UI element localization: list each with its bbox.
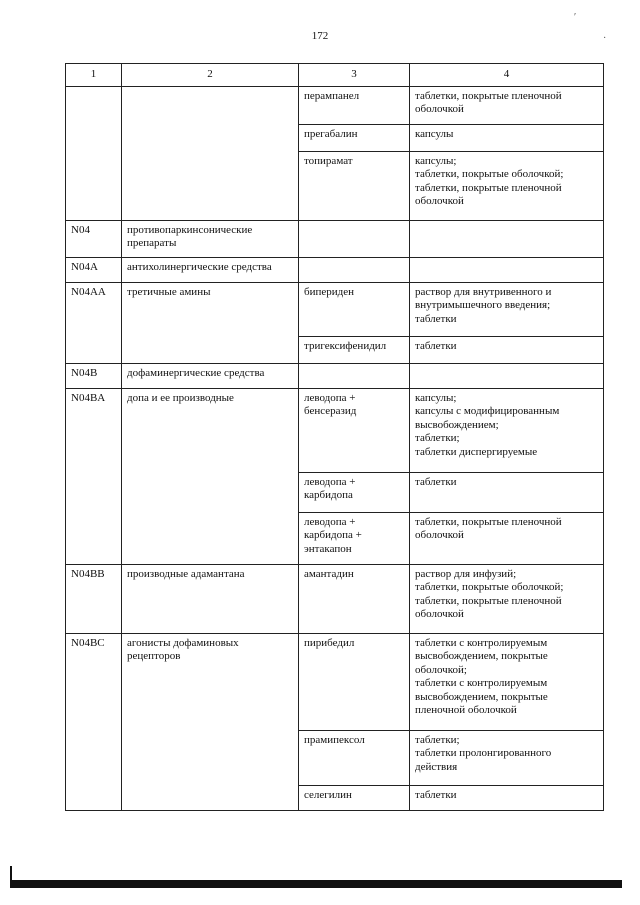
dosage-form-cell: капсулы; таблетки, покрытые оболочкой; таблетки, покрытые пленочной оболочкой [410, 151, 604, 220]
dosage-form-cell: таблетки, покрытые пленочной оболочкой [410, 86, 604, 124]
drug-name-cell: топирамат [299, 151, 410, 220]
drug-name-cell: леводопа + бенсеразид [299, 388, 410, 472]
atc-code-cell: N04BC [66, 633, 122, 810]
drug-name-cell [299, 220, 410, 257]
dosage-form-cell: таблетки [410, 336, 604, 363]
drug-name-cell: пирибедил [299, 633, 410, 730]
table-row [66, 282, 604, 336]
group-name-cell: противопаркинсонические препараты [122, 220, 299, 257]
drug-name-cell: амантадин [299, 564, 410, 633]
column-header: 4 [410, 64, 604, 87]
column-header: 2 [122, 64, 299, 87]
atc-code-cell: N04AA [66, 282, 122, 363]
dosage-form-cell: капсулы; капсулы с модифицированным высвобождением; таблетки; таблетки диспергируемые [410, 388, 604, 472]
atc-code-cell: N04BA [66, 388, 122, 564]
drug-name-cell: леводопа + карбидопа [299, 472, 410, 512]
drug-name-cell: бипериден [299, 282, 410, 336]
table-row [66, 633, 604, 730]
scan-edge-bar [12, 880, 622, 888]
atc-code-cell: N04BB [66, 564, 122, 633]
table-row [66, 220, 604, 257]
column-header: 3 [299, 64, 410, 87]
drug-name-cell [299, 257, 410, 282]
dosage-form-cell: таблетки, покрытые пленочной оболочкой [410, 512, 604, 564]
group-name-cell: допа и ее производные [122, 388, 299, 564]
page-number: 172 [311, 30, 329, 42]
drug-name-cell: селегилин [299, 785, 410, 810]
table-row [66, 86, 604, 124]
group-name-cell [122, 86, 299, 220]
atc-code-cell: N04B [66, 363, 122, 388]
dosage-form-cell: таблетки с контролируемым высвобождением, покрытые оболочкой; таблетки с контролируемым высвобождением, покрытые пленочной оболочкой [410, 633, 604, 730]
dosage-form-cell [410, 363, 604, 388]
column-header: 1 [66, 64, 122, 87]
group-name-cell: антихолинергические средства [122, 257, 299, 282]
group-name-cell: третичные амины [122, 282, 299, 363]
drug-name-cell: леводопа + карбидопа + энтакапон [299, 512, 410, 564]
group-name-cell: агонисты дофаминовых рецепторов [122, 633, 299, 810]
drug-name-cell: тригексифенидил [299, 336, 410, 363]
group-name-cell: производные адамантана [122, 564, 299, 633]
drug-table [65, 63, 604, 811]
drug-name-cell: прегабалин [299, 124, 410, 151]
dosage-form-cell: раствор для инфузий; таблетки, покрытые оболочкой; таблетки, покрытые пленочной оболочкой [410, 564, 604, 633]
table-row [66, 363, 604, 388]
dosage-form-cell: таблетки [410, 472, 604, 512]
atc-code-cell [66, 86, 122, 220]
scan-speck: · [603, 33, 607, 44]
drug-name-cell: перампанел [299, 86, 410, 124]
drug-name-cell: прамипексол [299, 730, 410, 785]
dosage-form-cell: капсулы [410, 124, 604, 151]
atc-code-cell: N04A [66, 257, 122, 282]
table-row [66, 564, 604, 633]
group-name-cell: дофаминергические средства [122, 363, 299, 388]
table-header-row [66, 64, 604, 87]
table-row [66, 388, 604, 472]
dosage-form-cell: таблетки [410, 785, 604, 810]
table-row [66, 257, 604, 282]
dosage-form-cell [410, 220, 604, 257]
drug-name-cell [299, 363, 410, 388]
dosage-form-cell [410, 257, 604, 282]
scan-speck: ′ [574, 12, 577, 23]
dosage-form-cell: таблетки; таблетки пролонгированного действия [410, 730, 604, 785]
atc-code-cell: N04 [66, 220, 122, 257]
dosage-form-cell: раствор для внутривенного и внутримышечного введения; таблетки [410, 282, 604, 336]
